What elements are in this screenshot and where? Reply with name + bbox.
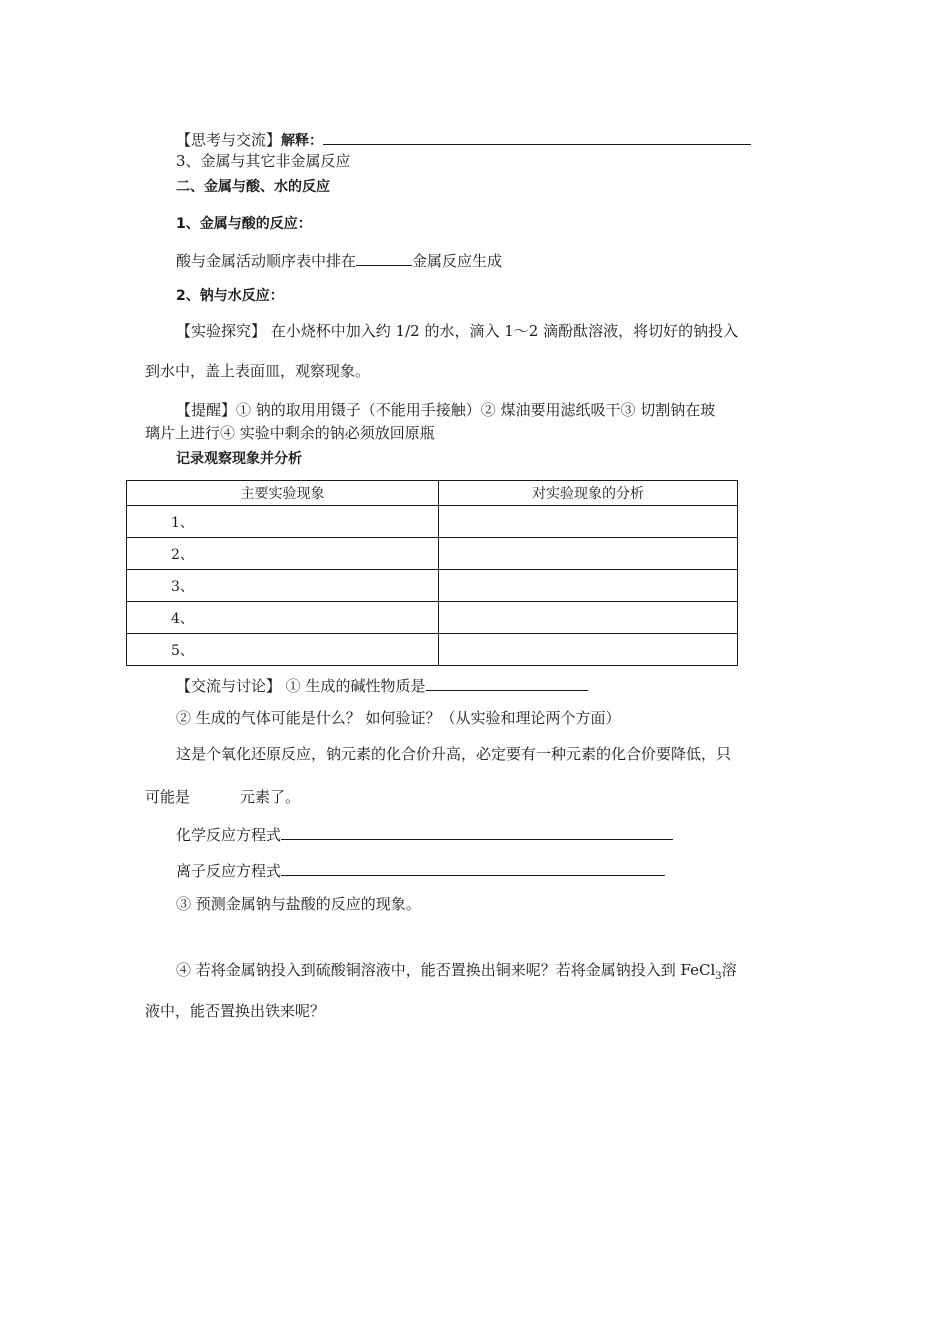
ionic-equation-line: [176, 859, 665, 881]
discussion-q3: ③ 预测金属钠与盐酸的反应的现象。: [176, 895, 421, 913]
acid-blank: [356, 249, 412, 266]
acid-line-pre: 酸与金属活动顺序表中排在: [176, 252, 357, 270]
experiment-line-1: 【实验探究】 在小烧杯中加入约 1/2 的水，滴入 1～2 滴酚酞溶液，将切好的钠投入: [176, 322, 739, 340]
table-row: [127, 634, 738, 666]
row-number: 2、: [127, 538, 439, 570]
section-2-title: 二、金属与酸、水的反应: [176, 179, 330, 195]
think-exchange-label: 【思考与交流】: [176, 131, 282, 149]
redox-line-2: [145, 787, 300, 807]
analysis-cell: [439, 506, 738, 538]
item-3: 3、金属与其它非金属反应: [176, 152, 351, 170]
discussion-q4-line-2: 液中，能否置换出铁来呢？: [145, 1002, 326, 1020]
analysis-cell: [439, 602, 738, 634]
acid-line-post: 金属反应生成: [412, 252, 503, 270]
table-row: [127, 602, 738, 634]
row-number: 4、: [127, 602, 439, 634]
q4-text: ④ 若将金属钠投入到硫酸铜溶液中，能否置换出铜来呢？若将金属钠投入到 FeCl: [176, 961, 716, 979]
q4-text-post: 溶: [721, 961, 737, 979]
header-analysis: 对实验现象的分析: [439, 481, 738, 506]
discussion-q1: [176, 674, 588, 696]
chem-eq-blank: [281, 823, 673, 840]
analysis-cell: [439, 634, 738, 666]
experiment-line-2: 到水中，盖上表面皿，观察现象。: [145, 362, 371, 380]
row-number: 5、: [127, 634, 439, 666]
subsection-1-title: 1、金属与酸的反应：: [176, 216, 312, 232]
row-number: 1、: [127, 506, 439, 538]
subsection-2-title: 2、钠与水反应：: [176, 288, 284, 304]
header-phenomena: 主要实验现象: [127, 481, 439, 506]
chemical-equation-line: [176, 823, 673, 845]
ion-eq-blank: [281, 859, 665, 876]
analysis-cell: [439, 538, 738, 570]
redox-line-1: 这是个氧化还原反应，钠元素的化合价升高，必定要有一种元素的化合价要降低，只: [176, 745, 732, 763]
discussion-q2: ② 生成的气体可能是什么？ 如何验证？（从实验和理论两个方面）: [176, 709, 621, 727]
think-exchange-line: [176, 128, 751, 151]
reminder-line-1: 【提醒】① 钠的取用用镊子（不能用手接触）② 煤油要用滤纸吸干③ 切割钠在玻: [176, 401, 716, 419]
acid-metal-line: [176, 249, 502, 271]
row-number: 3、: [127, 570, 439, 602]
table-header-row: [127, 481, 738, 506]
ion-eq-label: 离子反应方程式: [176, 862, 282, 880]
reminder-line-2: 璃片上进行④ 实验中剩余的钠必须放回原瓶: [145, 424, 435, 442]
alkaline-blank: [426, 674, 588, 691]
table-row: [127, 506, 738, 538]
observation-table: [126, 480, 738, 666]
table-row: [127, 538, 738, 570]
chem-eq-label: 化学反应方程式: [176, 826, 282, 844]
redox-line-2-pre: 可能是: [145, 788, 191, 806]
explain-blank: [323, 128, 751, 145]
q4-subscript: 3: [715, 971, 722, 982]
discussion-q1-text: 【交流与讨论】 ① 生成的碱性物质是: [176, 677, 426, 695]
redox-line-2-post: 元素了。: [240, 788, 301, 806]
record-title: 记录观察现象并分析: [176, 451, 302, 467]
table-row: [127, 570, 738, 602]
analysis-cell: [439, 570, 738, 602]
explain-label: 解释：: [281, 133, 324, 149]
discussion-q4-line-1: [176, 960, 737, 987]
